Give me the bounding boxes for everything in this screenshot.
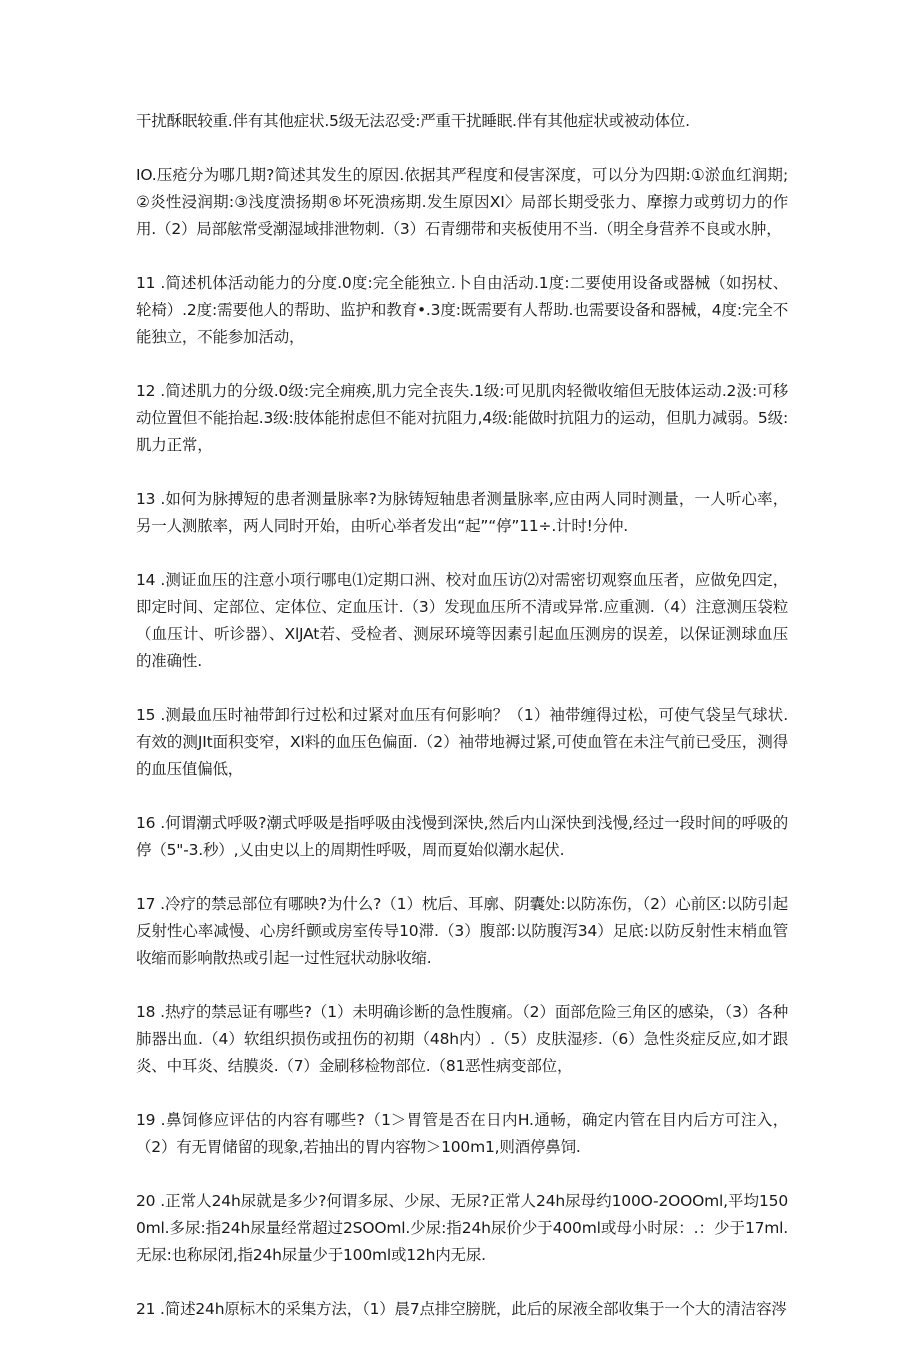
paragraph-q19-nasal-feeding: 19 .鼻饲修应评估的内容有哪些?（1＞胃管是否在日内H.通畅，确定内管在目内后方可注入，（2）有无胃储留的现象,若抽出的胃内容物＞100m1,则酒停鼻饲. — [136, 1111, 788, 1156]
paragraph-q17-cold-therapy: 17 .冷疗的禁忌部位有哪映?为什么?（1）枕后、耳廓、阴囊处:以防冻伤，（2）心前区:以防引起反射性心率减慢、心房纤颤或房室传导10滞.（3）腹部:以防腹泻34）足底:以防反射性末梢血管收缩而影响散热或引起一过性冠状动脉收缩. — [136, 895, 788, 967]
paragraph-q15-cuff-tightness: 15 .测最血压时袖带卸行过松和过紧对血压有何影响？（1）袖带缠得过松，可使气袋呈气球状.有效的测JIt面积变窄，Xl料的血压色偏面.（2）袖带地褥过紧,可使血管在未注气前已受压，测得的血压值偏低， — [136, 706, 788, 778]
document-body — [136, 108, 788, 1350]
paragraph-q16-tidal-breathing: 16 .何谓潮式呼吸?潮式呼吸是指呼吸由浅慢到深快,然后内山深快到浅慢,经过一段时间的呼吸的停（5"-3.秒）,乂由史以上的周期性呼吸，周而夏始似潮水起伏. — [136, 814, 788, 859]
paragraph-q14-blood-pressure-notes: 14 .测证血压的注意小项行哪电⑴定期口洲、校对血压访⑵对需密切观察血压者，应做免四定，即定时间、定部位、定体位、定血压计.（3）发现血压所不清或异常.应重测.（4）注意测压袋粒（血压计、听诊器）、XlJAt若、受检者、测尿环境等因素引起血压测房的误差，以保证测球血压的准确性. — [136, 571, 788, 670]
paragraph-q21-urine-collection: 21 .简述24h原标木的采集方法，（1）晨7点排空膀胱，此后的尿液全部收集于一个大的清洁容涔 — [136, 1300, 787, 1318]
paragraph-q20-urine-volume: 20 .正常人24h尿就是多少?何谓多尿、少尿、无尿?正常人24h尿母约100O-2OOOml,平均1500ml.多尿:指24h尿量经常超过2SOOml.少尿:指24h尿价少于400ml或母小时尿：.：少于17ml.无尿:也称尿闭,指24h尿量少于100ml或12h内无尿. — [136, 1192, 788, 1264]
paragraph-q10-pressure-ulcer: IO.压疮分为哪几期?简述其发生的原因.依据其严程度和侵害深度，可以分为四期:①淤血红润期;②炎性浸润期:③浅度溃扬期®坏死溃疡期.发生原因XI〉局部长期受张力、摩擦力或剪切力的作用.（2）局部舷常受潮湿域排泄物刺.（3）石青绷带和夹板使用不当.（明全身营养不良或水肿， — [136, 166, 788, 238]
paragraph-q13-pulse-deficit: 13 .如何为脉搏短的患者测量脉率?为脉铸短轴患者测量脉率,应由两人同时测量，一人听心率，另一人测脓率，两人同时开始，由听心举者发出“起”“停”11÷.计时!分仲. — [136, 490, 788, 535]
paragraph-q18-heat-therapy: 18 .热疗的禁忌证有哪些?（1）未明确诊断的急性腹痛。（2）面部危险三角区的感染，（3）各种肺器出血.（4）软组织损伤或扭伤的初期（48h内）.（5）皮肤湿疹.（6）急性炎症反应,如才跟炎、中耳炎、结膜炎.（7）金刷移检物部位.（81恶性病变部位， — [136, 1003, 788, 1075]
paragraph-q12-muscle-strength: 12 .简述肌力的分级.0级:完全痈痪,肌力完全丧失.1级:可见肌肉轻微收缩但无肢体运动.2汲:可移动位置但不能抬起.3级:肢体能拊虑但不能对抗阻力,4级:能做时抗阻力的运动，但肌力减弱。5级:肌力正常， — [136, 382, 788, 454]
paragraph-pain-level-continued: 干扰酥眠较重.伴有其他症状.5级无法忍受:严重干扰睡眠.伴有其他症状或被动体位. — [136, 112, 690, 130]
paragraph-q11-activity-ability: 11 .简述机体活动能力的分度.0度:完全能独立.卜自由活动.1度:二要使用设备或器械（如拐杖、轮椅）.2度:需要他人的帮助、监护和教育•.3度:既需要有人帮助.也需要设备和器械，4度:完全不能独立，不能参加活动， — [136, 274, 788, 346]
